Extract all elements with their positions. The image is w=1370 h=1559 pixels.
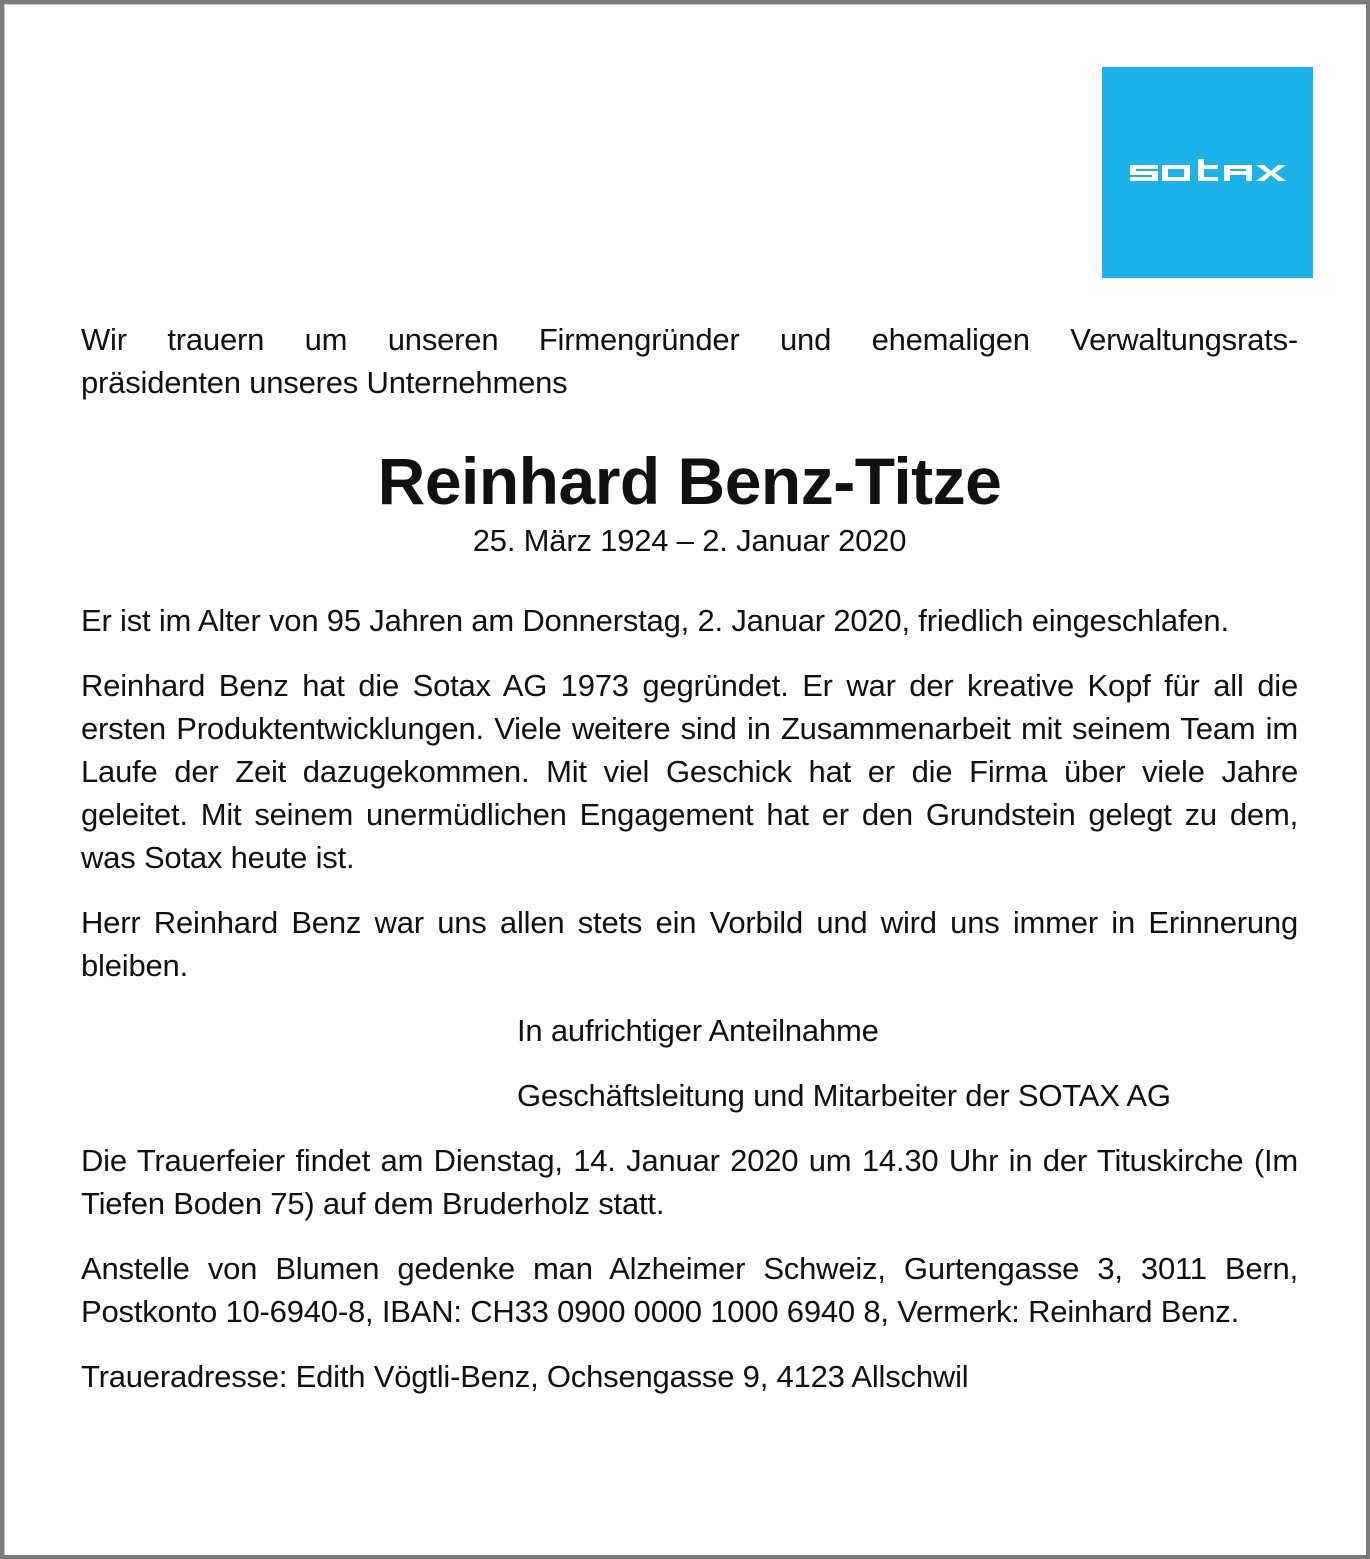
intro-line-2: präsidenten unseres Unternehmens: [81, 365, 568, 400]
obituary-content: [81, 318, 1298, 1398]
paragraph-remembrance: Herr Reinhard Benz war uns allen stets ein Vorbild und wird uns immer in Erinnerung bleiben.: [81, 905, 1298, 983]
intro-text: [81, 318, 1298, 404]
life-dates: 25. März 1924 – 2. Januar 2020: [472, 523, 907, 558]
signature-closing: In aufrichtiger Anteilnahme: [517, 1013, 879, 1048]
sotax-logo: [1102, 67, 1313, 278]
funeral-info: Die Trauerfeier findet am Dienstag, 14. Januar 2020 um 14.30 Uhr in der Tituskirche (Im Tiefen Boden 75) auf dem Bruderholz statt.: [81, 1143, 1298, 1221]
mourning-address: Traueradresse: Edith Vögtli-Benz, Ochsengasse 9, 4123 Allschwil: [81, 1359, 969, 1394]
deceased-name: Reinhard Benz-Titze: [377, 444, 1002, 518]
sotax-wordmark-icon: [1128, 159, 1288, 187]
donation-info: Anstelle von Blumen gedenke man Alzheimer Schweiz, Gurtengasse 3, 3011 Bern, Postkonto 10-6940-8, IBAN: CH33 0900 0000 1000 6940 8, Vermerk: Reinhard Benz.: [81, 1251, 1298, 1329]
paragraph-biography: Reinhard Benz hat die Sotax AG 1973 gegründet. Er war der kreative Kopf für all die ersten Produktentwicklungen. Viele weitere sind in Zusammenarbeit mit seinem Team im Laufe der Zeit dazugekommen. Mit viel Geschick hat er die Firma über viele Jahre geleitet. Mit seinem unermüdlichen Engagement hat er den Grundstein gelegt zu dem, was Sotax heute ist.: [81, 668, 1298, 875]
paragraph-passing: Er ist im Alter von 95 Jahren am Donnerstag, 2. Januar 2020, friedlich eingeschlafen.: [81, 603, 1229, 638]
signature-signed-by: Geschäftsleitung und Mitarbeiter der SOTAX AG: [517, 1078, 1171, 1113]
intro-line-1: Wir trauern um unseren Firmengründer und ehemaligen Verwaltungsrats-: [81, 322, 1298, 357]
